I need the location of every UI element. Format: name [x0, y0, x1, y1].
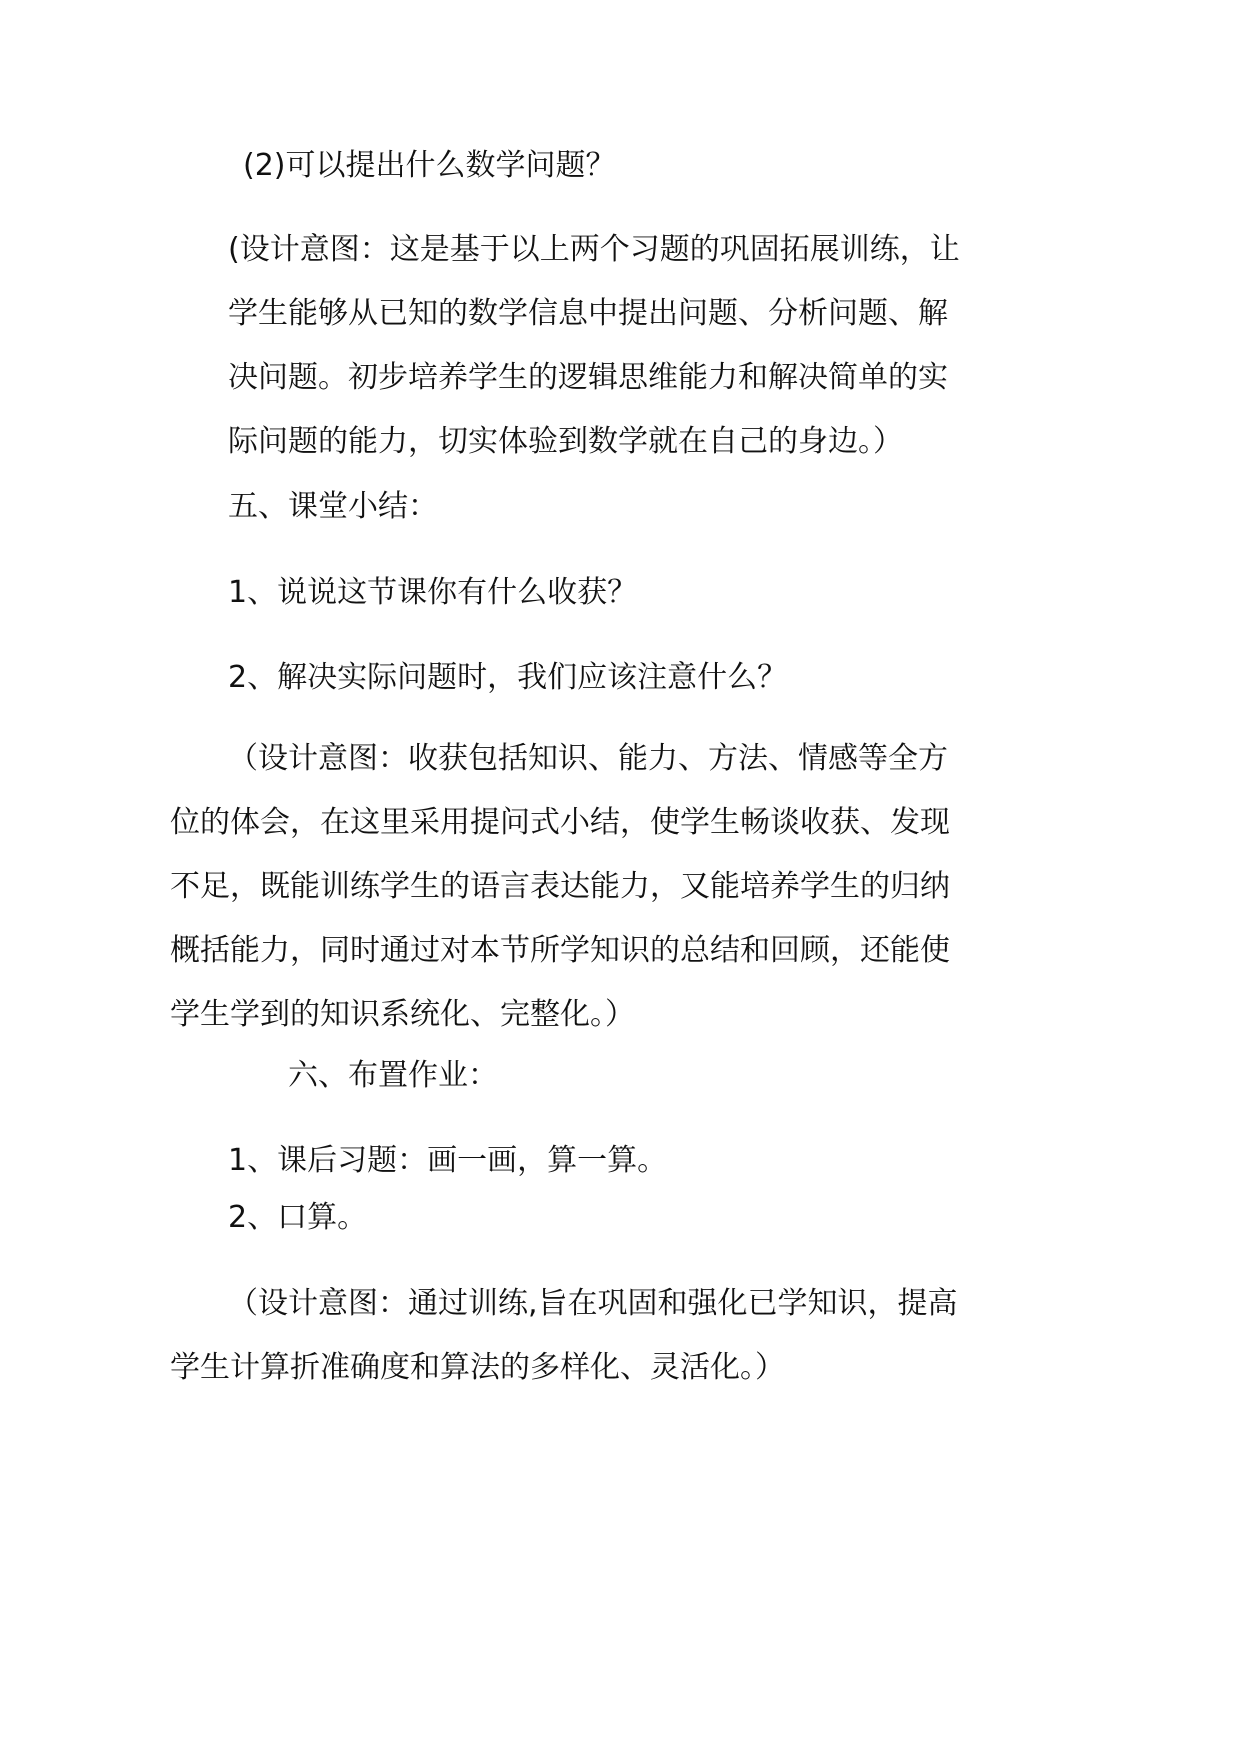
design-note-3	[170, 1272, 958, 1400]
homework-item-1: 1、课后习题：画一画，算一算。	[228, 1143, 668, 1178]
summary-item-2: 2、解决实际问题时，我们应该注意什么？	[228, 660, 788, 695]
section-5-heading: 五、课堂小结：	[228, 489, 438, 524]
design-note-2-line-4: 概括能力，同时通过对本节所学知识的总结和回顾，还能使	[170, 933, 950, 968]
design-note-2-line-3: 不足，既能训练学生的语言表达能力，又能培养学生的归纳	[170, 869, 950, 904]
design-note-2	[170, 727, 950, 1047]
design-note-1-line-4: 际问题的能力，切实体验到数学就在自己的身边。）	[228, 424, 903, 459]
design-note-2-line-1: （设计意图：收获包括知识、能力、方法、情感等全方	[228, 741, 948, 776]
homework-item-2: 2、口算。	[228, 1200, 368, 1235]
design-note-1	[228, 218, 960, 474]
section-6-heading: 六、布置作业：	[288, 1058, 498, 1093]
design-note-2-line-5: 学生学到的知识系统化、完整化。）	[170, 997, 635, 1032]
summary-item-1: 1、说说这节课你有什么收获？	[228, 575, 638, 610]
design-note-1-line-1: (设计意图：这是基于以上两个习题的巩固拓展训练，让	[228, 232, 960, 267]
question-2: (2)可以提出什么数学问题？	[243, 148, 616, 183]
design-note-2-line-2: 位的体会，在这里采用提问式小结，使学生畅谈收获、发现	[170, 805, 950, 840]
design-note-1-line-3: 决问题。初步培养学生的逻辑思维能力和解决简单的实	[228, 360, 948, 395]
design-note-3-line-1: （设计意图：通过训练,旨在巩固和强化已学知识，提高	[228, 1286, 958, 1321]
design-note-1-line-2: 学生能够从已知的数学信息中提出问题、分析问题、解	[228, 296, 948, 331]
design-note-3-line-2: 学生计算折准确度和算法的多样化、灵活化。）	[170, 1350, 785, 1385]
